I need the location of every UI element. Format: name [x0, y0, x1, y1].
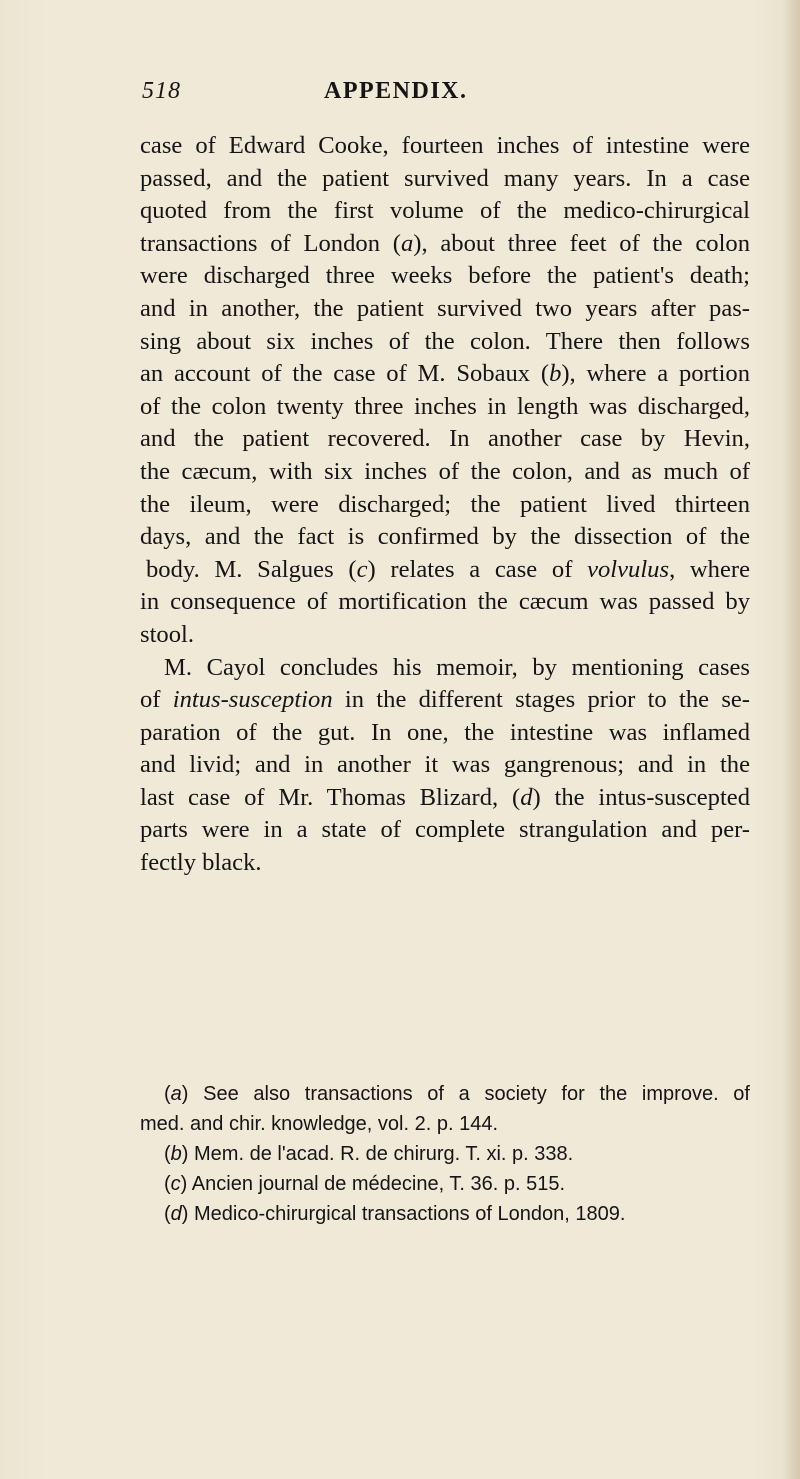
body-line: and in another, the patient survived two years after pas-: [140, 294, 750, 322]
body-line: an account of the case of M. Sobaux (b), where a portion: [140, 360, 751, 388]
body-line: were discharged three weeks before the patient's death;: [140, 262, 750, 290]
body-line: the cæcum, with six inches of the colon, and as much of: [140, 457, 750, 485]
body-line: the ileum, were discharged; the patient lived thirteen: [140, 490, 750, 518]
footnotes: [140, 1079, 750, 1229]
page-header: [142, 78, 702, 114]
body-line: paration of the gut. In one, the intestine was inflamed: [140, 718, 750, 746]
body-line: body. M. Salgues (c) relates a case of volvulus, where: [146, 555, 750, 583]
footnote-line: (a) See also transactions of a society for the improve. of: [164, 1083, 750, 1105]
body-line: of the colon twenty three inches in length was discharged,: [140, 392, 750, 420]
body-line: M. Cayol concludes his memoir, by mentioning cases: [164, 653, 750, 681]
footnote-line: med. and chir. knowledge, vol. 2. p. 144.: [140, 1113, 498, 1135]
body-line: parts were in a state of complete strangulation and per-: [140, 816, 750, 844]
body-line: of intus-susception in the different stages prior to the se-: [140, 686, 750, 714]
body-line: and livid; and in another it was gangrenous; and in the: [140, 751, 750, 779]
body-text: [140, 130, 750, 880]
body-line: case of Edward Cooke, fourteen inches of intestine were: [140, 132, 750, 159]
footnote-line: (d) Medico-chirurgical transactions of London, 1809.: [164, 1203, 626, 1225]
body-line: days, and the fact is confirmed by the dissection of the: [140, 523, 750, 551]
body-line: fectly black.: [140, 849, 262, 877]
body-line: in consequence of mortification the cæcum was passed by: [140, 588, 750, 616]
running-head: APPENDIX.: [324, 78, 468, 104]
body-line: transactions of London (a), about three feet of the colon: [140, 229, 750, 257]
body-line: stool.: [140, 620, 194, 648]
body-line: passed, and the patient survived many years. In a case: [140, 164, 750, 192]
footnote-line: (c) Ancien journal de médecine, T. 36. p. 515.: [164, 1173, 565, 1195]
page-edge-shadow: [782, 0, 800, 1479]
page-number: 518: [142, 78, 181, 104]
footnote-line: (b) Mem. de l'acad. R. de chirurg. T. xi. p. 338.: [164, 1143, 574, 1165]
body-line: sing about six inches of the colon. There then follows: [140, 327, 750, 355]
body-line: quoted from the first volume of the medico-chirurgical: [140, 197, 750, 225]
body-line: last case of Mr. Thomas Blizard, (d) the intus-suscepted: [140, 783, 750, 811]
body-line: and the patient recovered. In another case by Hevin,: [140, 425, 750, 453]
